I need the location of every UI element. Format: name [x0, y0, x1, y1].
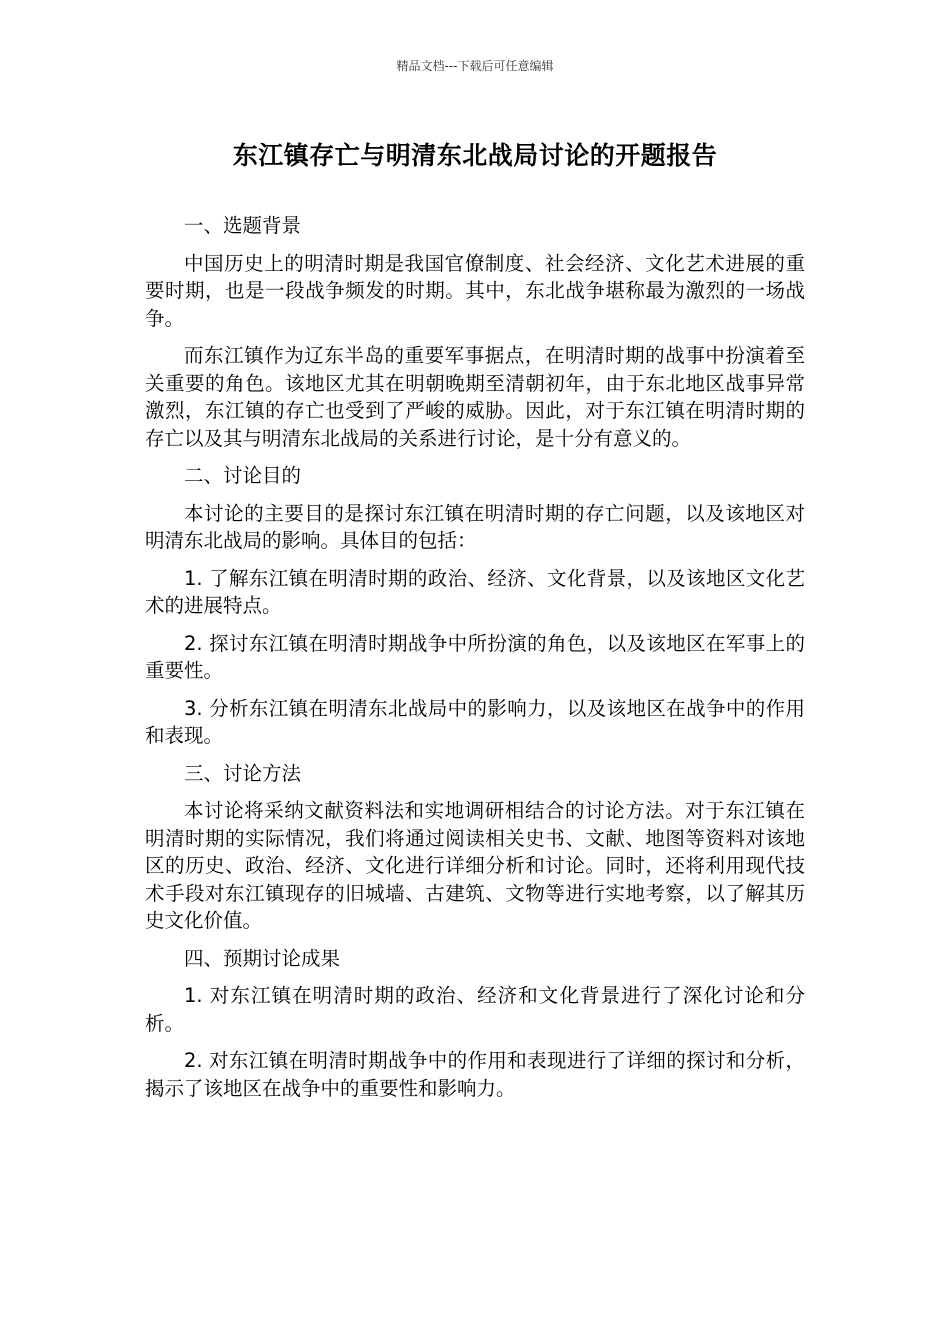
page-header-note: 精品文档---下载后可任意编辑 [396, 59, 554, 73]
list-item: 1. 对东江镇在明清时期的政治、经济和文化背景进行了深化讨论和分析。 [145, 984, 805, 1035]
list-item: 3. 分析东江镇在明清东北战局中的影响力，以及该地区在战争中的作用和表现。 [145, 696, 805, 747]
document-title: 东江镇存亡与明清东北战局讨论的开题报告 [232, 141, 718, 170]
paragraph: 中国历史上的明清时期是我国官僚制度、社会经济、文化艺术进展的重要时期，也是一段战争频发的时期。其中，东北战争堪称最为激烈的一场战争。 [145, 251, 805, 330]
list-item: 1. 了解东江镇在明清时期的政治、经济、文化背景，以及该地区文化艺术的进展特点。 [145, 566, 805, 617]
paragraph: 而东江镇作为辽东半岛的重要军事据点，在明清时期的战事中扮演着至关重要的角色。该地区尤其在明朝晚期至清朝初年，由于东北地区战事异常激烈，东江镇的存亡也受到了严峻的威胁。因此，对于东江镇在明清时期的存亡以及其与明清东北战局的关系进行讨论，是十分有意义的。 [145, 344, 805, 450]
paragraph: 本讨论将采纳文献资料法和实地调研相结合的讨论方法。对于东江镇在明清时期的实际情况，我们将通过阅读相关史书、文献、地图等资料对该地区的历史、政治、经济、文化进行详细分析和讨论。同时，还将利用现代技术手段对东江镇现存的旧城墙、古建筑、文物等进行实地考察，以了解其历史文化价值。 [145, 799, 805, 932]
section-heading-background: 一、选题背景 [184, 214, 302, 237]
list-item: 2. 探讨东江镇在明清时期战争中所扮演的角色，以及该地区在军事上的重要性。 [145, 631, 805, 682]
list-item: 2. 对东江镇在明清时期战争中的作用和表现进行了详细的探讨和分析，揭示了该地区在战争中的重要性和影响力。 [145, 1049, 805, 1100]
section-heading-purpose: 二、讨论目的 [184, 464, 302, 487]
section-heading-method: 三、讨论方法 [184, 761, 302, 785]
section-heading-expected-results: 四、预期讨论成果 [184, 946, 341, 970]
paragraph: 本讨论的主要目的是探讨东江镇在明清时期的存亡问题，以及该地区对明清东北战局的影响。具体目的包括： [145, 501, 805, 552]
document-body [145, 212, 805, 1112]
